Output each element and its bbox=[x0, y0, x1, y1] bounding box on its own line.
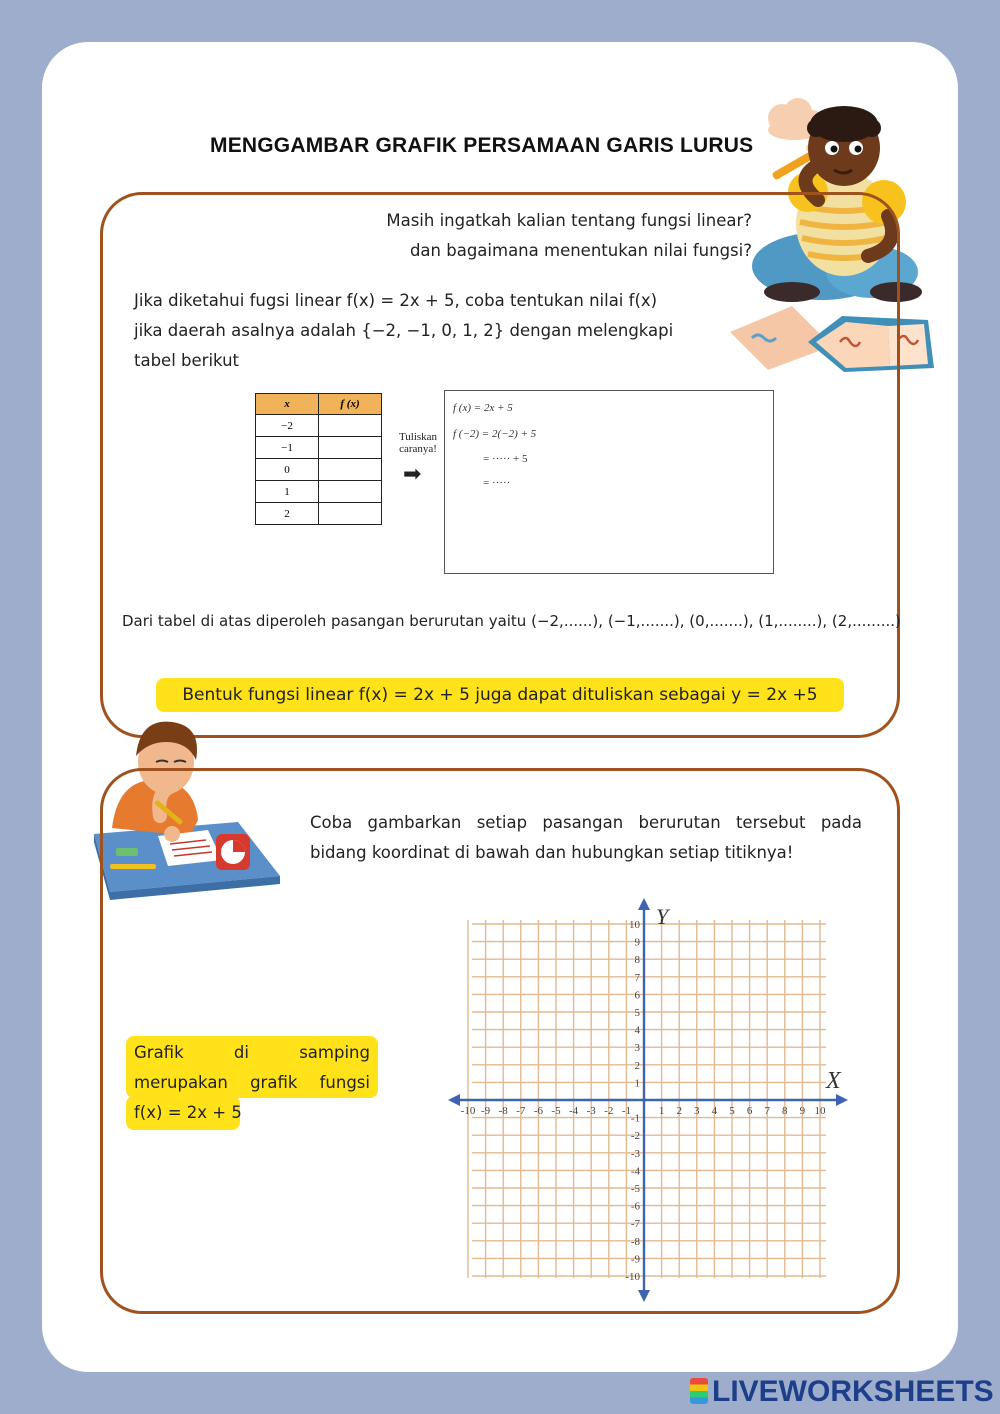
x-cell: 0 bbox=[256, 459, 319, 481]
x-tick-label: 4 bbox=[711, 1105, 718, 1117]
x-tick-label: -7 bbox=[516, 1105, 526, 1117]
question-line-2: dan bagaimana menentukan nilai fungsi? bbox=[409, 241, 752, 260]
y-axis-label: Y bbox=[656, 904, 669, 929]
x-tick-label: 9 bbox=[799, 1105, 806, 1117]
graph-note-word: fungsi bbox=[319, 1073, 370, 1092]
x-tick-label: 6 bbox=[746, 1105, 753, 1117]
fx-answer-cell[interactable] bbox=[319, 459, 382, 481]
table-header-x: x bbox=[256, 394, 319, 415]
liveworksheets-logo bbox=[690, 1375, 994, 1409]
graph-instruction-line-2: bidang koordinat di bawah dan hubungkan setiap titiknya! bbox=[310, 843, 794, 862]
table-row bbox=[256, 459, 382, 481]
y-tick-label: -1 bbox=[630, 1112, 640, 1125]
table-header-fx: f (x) bbox=[319, 394, 382, 415]
graph-note-word: Grafik bbox=[134, 1043, 184, 1062]
y-tick-label: 10 bbox=[629, 919, 640, 931]
y-tick-label: -7 bbox=[630, 1218, 640, 1231]
linear-form-highlight: Bentuk fungsi linear f(x) = 2x + 5 juga dapat dituliskan sebagai y = 2x +5 bbox=[156, 678, 844, 712]
y-tick-label: 6 bbox=[634, 989, 640, 1002]
working-answer-box[interactable] bbox=[444, 390, 774, 574]
y-tick-label: 4 bbox=[634, 1024, 640, 1037]
y-tick-label: -3 bbox=[630, 1147, 640, 1160]
x-tick-label: 10 bbox=[814, 1105, 826, 1117]
graph-note-word: merupakan bbox=[134, 1073, 228, 1092]
x-axis-arrow-right-icon bbox=[836, 1094, 848, 1106]
y-tick-label: 5 bbox=[634, 1007, 640, 1019]
x-tick-label: -5 bbox=[551, 1105, 561, 1117]
fx-answer-cell[interactable] bbox=[319, 503, 382, 525]
x-tick-label: -2 bbox=[604, 1105, 614, 1117]
y-tick-label: -4 bbox=[630, 1165, 640, 1178]
graph-note-line-3: f(x) = 2x + 5 bbox=[134, 1103, 242, 1122]
fx-answer-cell[interactable] bbox=[319, 415, 382, 437]
y-tick-label: 2 bbox=[634, 1059, 640, 1072]
graph-note-word: grafik bbox=[250, 1073, 298, 1092]
graph-note-word: di bbox=[233, 1043, 249, 1062]
x-axis-arrow-left-icon bbox=[448, 1094, 460, 1106]
y-tick-label: 7 bbox=[634, 971, 640, 984]
x-tick-label: -6 bbox=[533, 1105, 543, 1117]
instruction-line-2: jika daerah asalnya adalah {−2, −1, 0, 1, 2} dengan melengkapi bbox=[134, 321, 674, 340]
hint-line-2: caranya! bbox=[399, 443, 437, 455]
y-tick-label: 8 bbox=[634, 954, 640, 967]
x-tick-label: -1 bbox=[621, 1105, 631, 1117]
coordinate-plane[interactable] bbox=[448, 898, 850, 1302]
x-tick-label: -8 bbox=[498, 1105, 508, 1117]
x-tick-label: 1 bbox=[658, 1105, 665, 1117]
graph-instruction-line-1: Coba gambarkan setiap pasangan berurutan tersebut pada bbox=[310, 813, 862, 832]
x-tick-label: 7 bbox=[764, 1105, 770, 1117]
x-axis-label: X bbox=[826, 1068, 841, 1094]
y-tick-label: 1 bbox=[634, 1077, 640, 1090]
x-cell: −1 bbox=[256, 437, 319, 459]
table-row bbox=[256, 481, 382, 503]
work-line-1: f (x) = 2x + 5 bbox=[453, 402, 513, 414]
page-title: MENGGAMBAR GRAFIK PERSAMAAN GARIS LURUS bbox=[210, 134, 754, 157]
graph-note bbox=[134, 1038, 370, 1128]
hint-line-1: Tuliskan bbox=[398, 431, 438, 443]
x-tick-label: -10 bbox=[460, 1105, 476, 1117]
fx-answer-cell[interactable] bbox=[319, 481, 382, 503]
x-tick-label: -4 bbox=[569, 1105, 579, 1117]
y-tick-label: -6 bbox=[630, 1200, 640, 1213]
table-row bbox=[256, 415, 382, 437]
fx-answer-cell[interactable] bbox=[319, 437, 382, 459]
instruction-line-1: Jika diketahui fugsi linear f(x) = 2x + 5, coba tentukan nilai f(x) bbox=[134, 291, 658, 310]
brand-text: LIVEWORKSHEETS bbox=[712, 1375, 994, 1408]
y-axis-arrow-up-icon bbox=[638, 898, 650, 910]
table-row bbox=[256, 437, 382, 459]
work-line-3: = ····· + 5 bbox=[483, 453, 528, 465]
y-tick-label: 3 bbox=[634, 1042, 640, 1055]
work-line-2: f (−2) = 2(−2) + 5 bbox=[453, 428, 537, 440]
y-axis-arrow-down-icon bbox=[638, 1290, 650, 1302]
brand-mark-icon bbox=[690, 1378, 708, 1404]
x-tick-label: 3 bbox=[694, 1105, 700, 1117]
function-value-table bbox=[255, 393, 382, 525]
y-tick-label: -9 bbox=[630, 1253, 640, 1266]
y-tick-label: -8 bbox=[630, 1235, 640, 1248]
arrow-right-icon: ➡ bbox=[403, 462, 422, 487]
x-cell: 1 bbox=[256, 481, 319, 503]
question-line-1: Masih ingatkah kalian tentang fungsi linear? bbox=[386, 211, 752, 230]
ordered-pairs-text[interactable]: Dari tabel di atas diperoleh pasangan berurutan yaitu (−2,......), (−1,.......), (0,.......), (1,........), (2,.........) bbox=[122, 612, 901, 630]
table-row bbox=[256, 503, 382, 525]
y-tick-label: -2 bbox=[630, 1130, 640, 1143]
x-tick-label: -3 bbox=[586, 1105, 596, 1117]
x-tick-label: 5 bbox=[729, 1105, 735, 1117]
instruction-line-3: tabel berikut bbox=[134, 351, 240, 370]
y-tick-label: 9 bbox=[634, 936, 640, 949]
x-cell: 2 bbox=[256, 503, 319, 525]
x-cell: −2 bbox=[256, 415, 319, 437]
hint-label bbox=[393, 431, 443, 455]
work-line-4: = ····· bbox=[483, 477, 511, 489]
x-tick-label: 8 bbox=[782, 1105, 788, 1117]
y-tick-label: -10 bbox=[625, 1271, 640, 1283]
x-tick-label: -9 bbox=[481, 1105, 491, 1117]
graph-note-word: samping bbox=[299, 1043, 370, 1062]
x-tick-label: 2 bbox=[676, 1105, 682, 1117]
y-tick-label: -5 bbox=[630, 1183, 640, 1195]
